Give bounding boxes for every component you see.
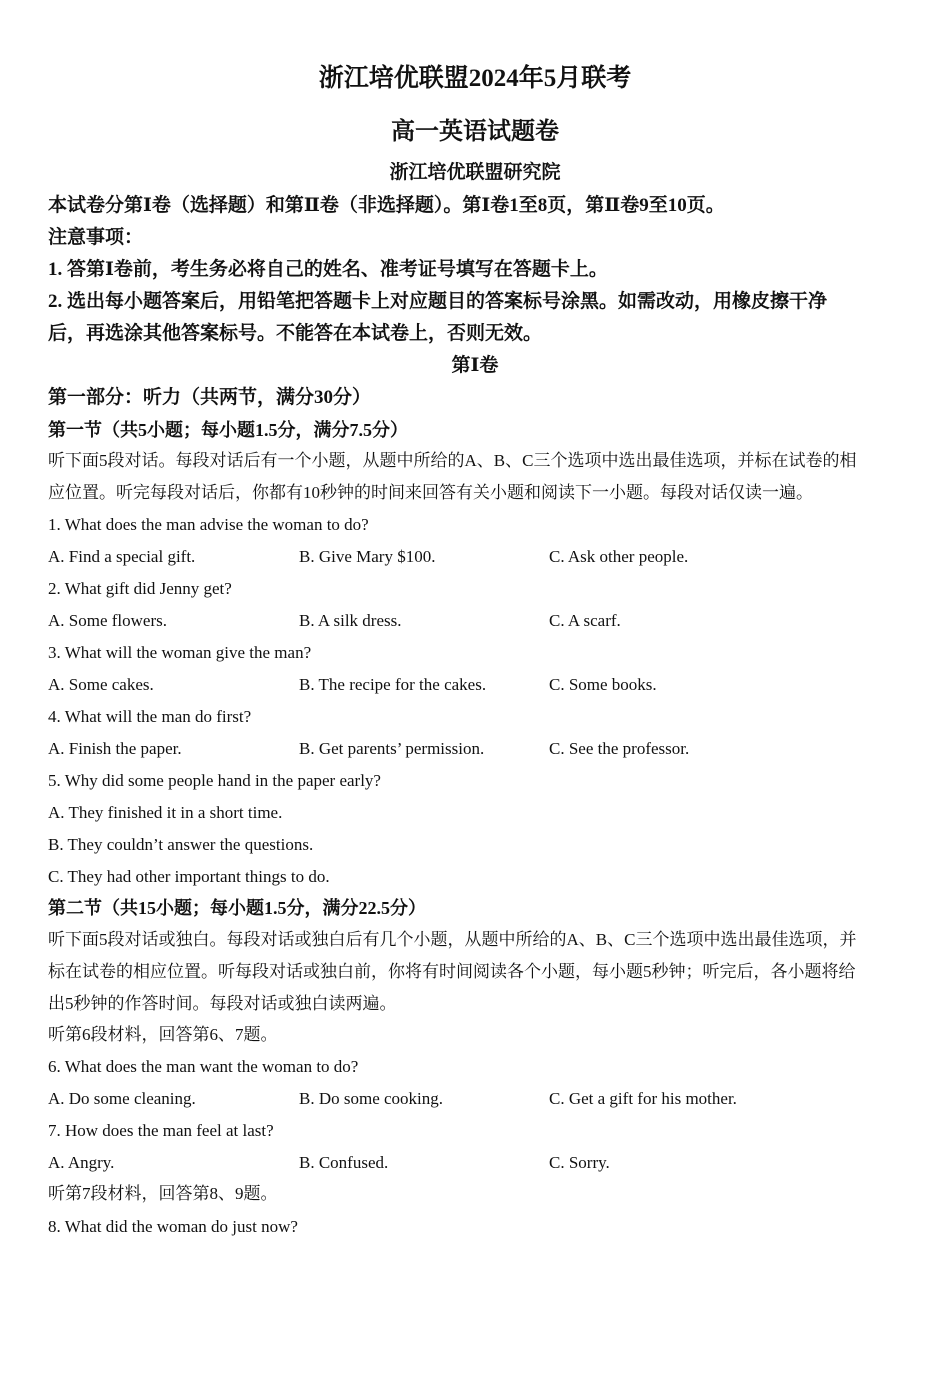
question-2-option-b: B. A silk dress. — [299, 611, 402, 630]
question-6-stem: 6. What does the man want the woman to do? — [48, 1057, 359, 1076]
question-1-option-a: A. Find a special gift. — [48, 547, 196, 566]
question-4-option-c: C. See the professor. — [549, 739, 690, 758]
question-6-option-c: C. Get a gift for his mother. — [549, 1089, 737, 1108]
section1-instructions-line-1: 听下面5段对话。每段对话后有一个小题，从题中所给的A、B、C三个选项中选出最佳选项，并标在试卷的相 — [48, 451, 857, 470]
question-6-option-a: A. Do some cleaning. — [48, 1089, 196, 1108]
question-1-option-c: C. Ask other people. — [549, 547, 689, 566]
question-5-option-c: C. They had other important things to do. — [48, 867, 330, 886]
question-5-option-a: A. They finished it in a short time. — [48, 803, 283, 822]
question-4-stem: 4. What will the man do first? — [48, 707, 252, 726]
section2-instructions-line-2: 标在试卷的相应位置。听每段对话或独白前，你将有时间阅读各个小题，每小题5秒钟；听完后，各小题将给 — [48, 962, 856, 981]
question-6-option-b: B. Do some cooking. — [299, 1089, 444, 1108]
question-2-option-a: A. Some flowers. — [48, 611, 167, 630]
question-7-stem: 7. How does the man feel at last? — [48, 1121, 274, 1140]
exam-title: 浙江培优联盟2024年5月联考 — [318, 65, 632, 92]
question-5-stem: 5. Why did some people hand in the paper early? — [48, 771, 381, 790]
part1-title: 第一部分：听力（共两节，满分30分） — [48, 387, 372, 408]
section2-instructions-line-1: 听下面5段对话或独白。每段对话或独白后有几个小题，从题中所给的A、B、C三个选项中选出最佳选项，并 — [48, 930, 857, 949]
exam-subtitle: 高一英语试题卷 — [391, 119, 559, 145]
question-5-option-b: B. They couldn’t answer the questions. — [48, 835, 314, 854]
notice-item-1: 1. 答第Ⅰ卷前，考生务必将自己的姓名、准考证号填写在答题卡上。 — [48, 259, 608, 280]
notice-item-2-line-1: 2. 选出每小题答案后，用铅笔把答题卡上对应题目的答案标号涂黑。如需改动，用橡皮擦干净 — [48, 291, 828, 312]
question-3-option-c: C. Some books. — [549, 675, 657, 694]
question-3-stem: 3. What will the woman give the man? — [48, 643, 312, 662]
section2-title: 第二节（共15小题；每小题1.5分，满分22.5分） — [48, 898, 426, 918]
question-4-option-b: B. Get parents’ permission. — [299, 739, 485, 758]
question-2-stem: 2. What gift did Jenny get? — [48, 579, 232, 598]
notice-item-2-line-2: 后，再选涂其他答案标号。不能答在本试卷上，否则无效。 — [48, 323, 543, 344]
paper-structure-note: 本试卷分第Ⅰ卷（选择题）和第Ⅱ卷（非选择题）。第Ⅰ卷1至8页，第Ⅱ卷9至10页。 — [48, 195, 725, 216]
question-8-stem: 8. What did the woman do just now? — [48, 1217, 298, 1236]
question-2-option-c: C. A scarf. — [549, 611, 621, 630]
material-6-note: 听第6段材料，回答第6、7题。 — [48, 1025, 278, 1044]
exam-organization: 浙江培优联盟研究院 — [389, 162, 561, 183]
question-7-option-c: C. Sorry. — [549, 1153, 610, 1172]
question-7-option-a: A. Angry. — [48, 1153, 115, 1172]
section1-instructions-line-2: 应位置。听完每段对话后，你都有10秒钟的时间来回答有关小题和阅读下一小题。每段对话仅读一遍。 — [48, 483, 813, 502]
question-3-option-b: B. The recipe for the cakes. — [299, 675, 487, 694]
question-1-option-b: B. Give Mary $100. — [299, 547, 436, 566]
section2-instructions-line-3: 出5秒钟的作答时间。每段对话或独白读两遍。 — [48, 994, 397, 1013]
material-7-note: 听第7段材料，回答第8、9题。 — [48, 1184, 278, 1203]
question-1-stem: 1. What does the man advise the woman to do? — [48, 515, 369, 534]
question-7-option-b: B. Confused. — [299, 1153, 389, 1172]
section1-title: 第一节（共5小题；每小题1.5分，满分7.5分） — [48, 420, 408, 440]
volume-title: 第Ⅰ卷 — [451, 355, 499, 376]
notice-title: 注意事项： — [48, 227, 144, 248]
question-4-option-a: A. Finish the paper. — [48, 739, 182, 758]
question-3-option-a: A. Some cakes. — [48, 675, 154, 694]
